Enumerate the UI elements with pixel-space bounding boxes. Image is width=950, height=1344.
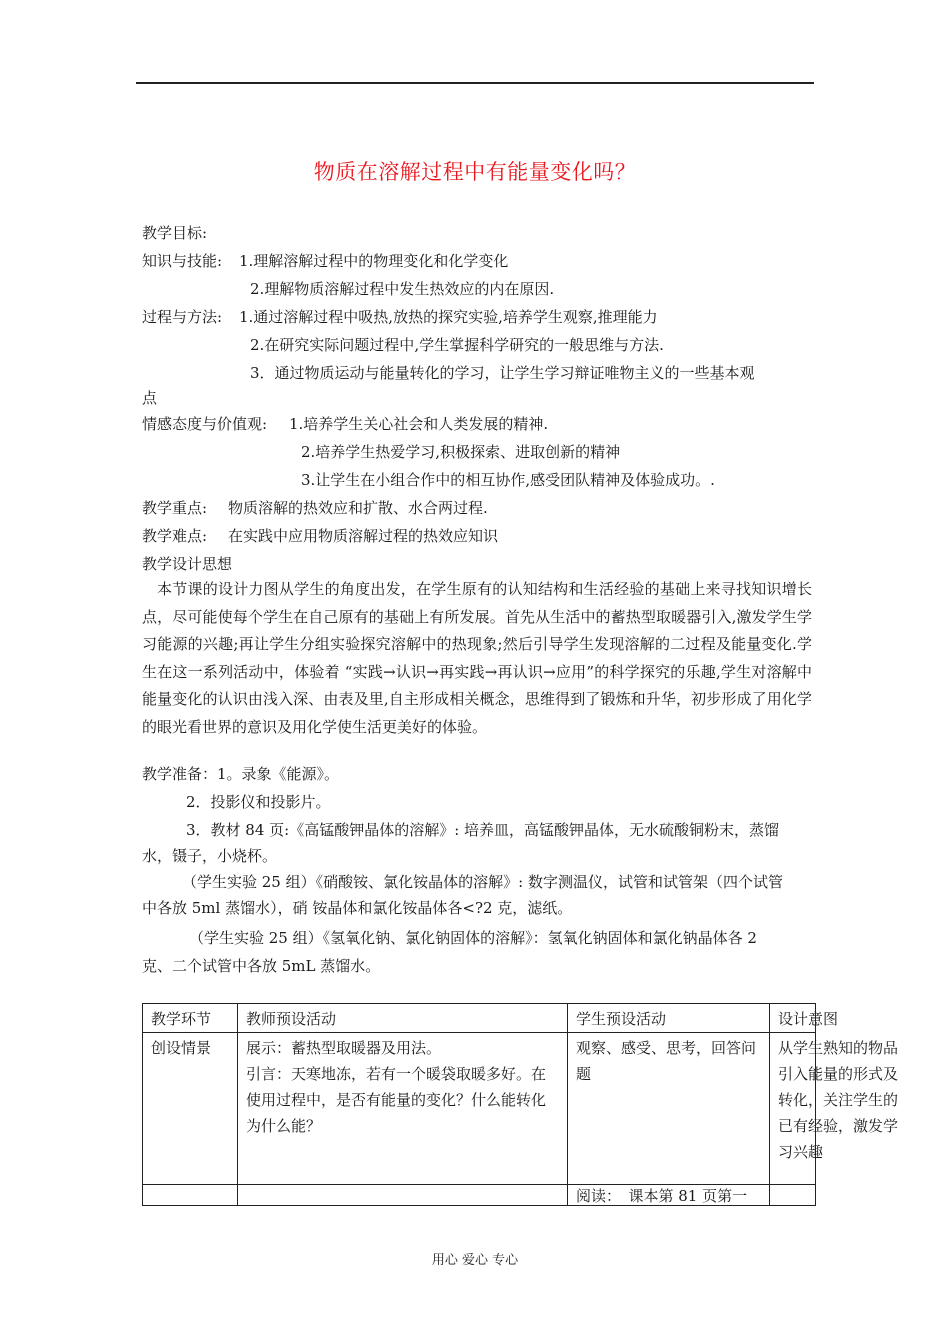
table-row — [143, 1185, 816, 1206]
prep-line: 克、二个试管中各放 5mL 蒸馏水。 — [142, 957, 381, 975]
table-header-cell — [770, 1004, 839, 1033]
prep-line: （学生实验 25 组）《氢氧化钠、氯化钠固体的溶解》：氢氧化钠固体和氯化钠晶体各 2 — [189, 929, 757, 947]
key-point-label: 教学重点: — [142, 499, 208, 517]
table-row — [143, 1033, 816, 1185]
stage-cell — [143, 1185, 238, 1206]
emotion-item: 2.培养学生热爱学习,积极探索、进取创新的精神 — [301, 443, 621, 461]
student-cell: 阅读： 课本第 81 页第一 — [568, 1185, 770, 1206]
page-title: 物质在溶解过程中有能量变化吗？ — [313, 160, 637, 184]
intent-cell — [770, 1185, 816, 1206]
knowledge-label: 知识与技能: — [142, 252, 223, 270]
process-item: 3．通过物质运动与能量转化的学习，让学生学习辩证唯物主义的一些基本观 — [250, 364, 755, 382]
emotion-label: 情感态度与价值观: — [142, 415, 268, 433]
teacher-cell — [238, 1185, 568, 1206]
emotion-item: 1.培养学生关心社会和人类发展的精神. — [289, 415, 549, 433]
knowledge-item: 2.理解物质溶解过程中发生热效应的内在原因. — [250, 280, 555, 298]
prep-line: 3．教材 84 页:《高锰酸钾晶体的溶解》: 培养皿，高锰酸钾晶体，无水硫酸铜粉末，蒸馏 — [186, 821, 780, 839]
key-point-text: 物质溶解的热效应和扩散、水合两过程. — [228, 499, 488, 517]
difficulty-text: 在实践中应用物质溶解过程的热效应知识 — [228, 527, 499, 545]
emotion-item: 3.让学生在小组合作中的相互协作,感受团队精神及体验成功。. — [301, 471, 715, 489]
teacher-cell — [238, 1033, 568, 1185]
difficulty-label: 教学难点: — [142, 527, 208, 545]
table-header: 教学环节 — [143, 1004, 238, 1033]
process-label: 过程与方法: — [142, 308, 223, 326]
intent-text: 从学生熟知的物品引入能量的形式及转化，关注学生的已有经验，激发学习兴趣 — [778, 1039, 899, 1161]
design-paragraph: 本节课的设计力图从学生的角度出发，在学生原有的认知结构和生活经验的基础上来寻找知识增长点，尽可能使每个学生在自己原有的基础上有所发展。首先从生活中的蓄热型取暖器引入,激发学生学习能源的兴趣;再让学生分组实验探究溶解中的热现象;然后引导学生发现溶解的二过程及能量变化.学生在这一系列活动中，体验着 “实践→认识→再实践→再认识→应用”的科学探究的乐趣,学生对溶解中能量变化的认识由浅入深、由表及里,自主形成相关概念，思维得到了锻炼和升华，初步形成了用化学的眼光看世界的意识及用化学使生活更美好的体验。 — [142, 580, 812, 736]
intent-cell — [770, 1033, 899, 1185]
process-item: 2.在研究实际问题过程中,学生掌握科学研究的一般思维与方法. — [250, 336, 664, 354]
teacher-line: 引言：天寒地冻，若有一个暖袋取暖多好。在使用过程中，是否有能量的变化？什么能转化为什么能？ — [246, 1065, 547, 1135]
table-header: 教师预设活动 — [238, 1004, 568, 1033]
page-footer: 用心 爱心 专心 — [431, 1253, 519, 1268]
knowledge-item: 1.理解溶解过程中的物理变化和化学变化 — [239, 252, 509, 270]
prep-line: 2．投影仪和投影片。 — [186, 793, 331, 811]
prep-line: 中各放 5ml 蒸馏水），硝 铵晶体和氯化铵晶体各<?2 克，滤纸。 — [142, 899, 573, 917]
table-header-row — [143, 1004, 816, 1033]
design-heading: 教学设计思想 — [142, 555, 233, 573]
student-cell: 观察、感受、思考，回答问题 — [568, 1033, 770, 1185]
process-item-wrap: 点 — [142, 389, 158, 407]
header-rule — [136, 82, 814, 84]
teacher-line: 展示：蓄热型取暖器及用法。 — [246, 1039, 442, 1057]
stage-cell: 创设情景 — [143, 1033, 238, 1185]
prep-line: 水，镊子，小烧杯。 — [142, 847, 278, 865]
table-header: 学生预设活动 — [568, 1004, 770, 1033]
prep-line: 教学准备：1。录象《能源》。 — [142, 765, 340, 783]
table-header: 设计意图 — [778, 1010, 839, 1028]
process-item: 1.通过溶解过程中吸热,放热的探究实验,培养学生观察,推理能力 — [239, 308, 658, 326]
prep-line: （学生实验 25 组）《硝酸铵、氯化铵晶体的溶解》: 数字测温仪，试管和试管架（四个试管 — [182, 873, 783, 891]
lesson-table — [142, 1003, 899, 1206]
objectives-heading: 教学目标: — [142, 224, 208, 242]
